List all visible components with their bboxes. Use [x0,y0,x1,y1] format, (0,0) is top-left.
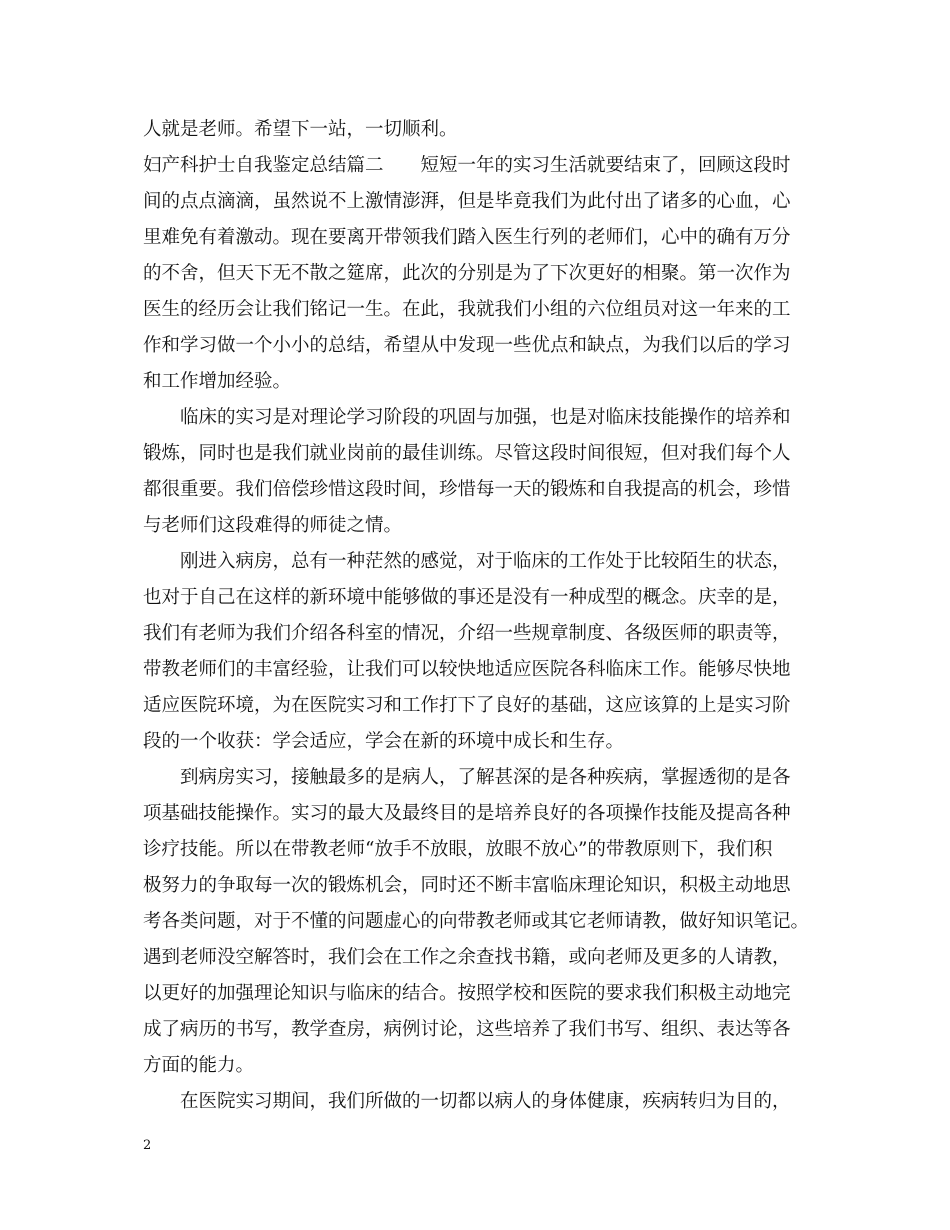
text-line: 锻炼，同时也是我们就业岗前的最佳训练。尽管这段时间很短，但对我们每个人 [143,443,791,464]
text-line: 诊疗技能。所以在带教老师“放手不放眼，放眼不放心”的带教原则下，我们积 [143,839,773,860]
page-number: 2 [143,1138,152,1153]
text-line: 人就是老师。希望下一站，一切顺利。 [143,119,458,140]
text-line: 都很重要。我们倍偿珍惜这段时间，珍惜每一天的锻炼和自我提高的机会，珍惜 [143,479,791,500]
text-line: 刚进入病房，总有一种茫然的感觉，对于临床的工作处于比较陌生的状态， [143,551,791,572]
text-line: 我们有老师为我们介绍各科室的情况，介绍一些规章制度、各级医师的职责等， [143,623,791,644]
text-line: 和工作增加经验。 [143,371,292,392]
text-line: 方面的能力。 [143,1055,255,1076]
text-line: 与老师们这段难得的师徒之情。 [143,515,403,536]
text-line: 也对于自己在这样的新环境中能够做的事还是没有一种成型的概念。庆幸的是， [143,587,791,608]
text-line: 带教老师们的丰富经验，让我们可以较快地适应医院各科临床工作。能够尽快地 [143,659,791,680]
text-line: 极努力的争取每一次的锻炼机会，同时还不断丰富临床理论知识，积极主动地思 [143,875,791,896]
text-line: 项基础技能操作。实习的最大及最终目的是培养良好的各项操作技能及提高各种 [143,803,791,824]
text-line: 的不舍，但天下无不散之筵席，此次的分别是为了下次更好的相聚。第一次作为 [143,263,791,284]
text-line: 临床的实习是对理论学习阶段的巩固与加强，也是对临床技能操作的培养和 [143,407,791,428]
text-line: 作和学习做一个小小的总结，希望从中发现一些优点和缺点，为我们以后的学习 [143,335,791,356]
text-line: 医生的经历会让我们铭记一生。在此，我就我们小组的六位组员对这一年来的工 [143,299,791,320]
text-line: 考各类问题，对于不懂的问题虚心的向带教老师或其它老师请教，做好知识笔记。 [143,911,810,932]
text-line: 里难免有着激动。现在要离开带领我们踏入医生行列的老师们，心中的确有万分 [143,227,791,248]
text-line: 遇到老师没空解答时，我们会在工作之余查找书籍，或向老师及更多的人请教， [143,947,791,968]
text-line: 间的点点滴滴，虽然说不上激情澎湃，但是毕竟我们为此付出了诸多的心血，心 [143,191,791,212]
text-line: 成了病历的书写，教学查房，病例讨论，这些培养了我们书写、组织、表达等各 [143,1019,791,1040]
text-line: 适应医院环境，为在医院实习和工作打下了良好的基础，这应该算的上是实习阶 [143,695,791,716]
text-line: 在医院实习期间，我们所做的一切都以病人的身体健康，疾病转归为目的， [143,1091,791,1112]
text-line: 段的一个收获：学会适应，学会在新的环境中成长和生存。 [143,731,625,752]
text-line: 到病房实习，接触最多的是病人，了解甚深的是各种疾病，掌握透彻的是各 [143,767,791,788]
text-line: 妇产科护士自我鉴定总结篇二 短短一年的实习生活就要结束了，回顾这段时 [143,155,791,176]
text-line: 以更好的加强理论知识与临床的结合。按照学校和医院的要求我们积极主动地完 [143,983,791,1004]
